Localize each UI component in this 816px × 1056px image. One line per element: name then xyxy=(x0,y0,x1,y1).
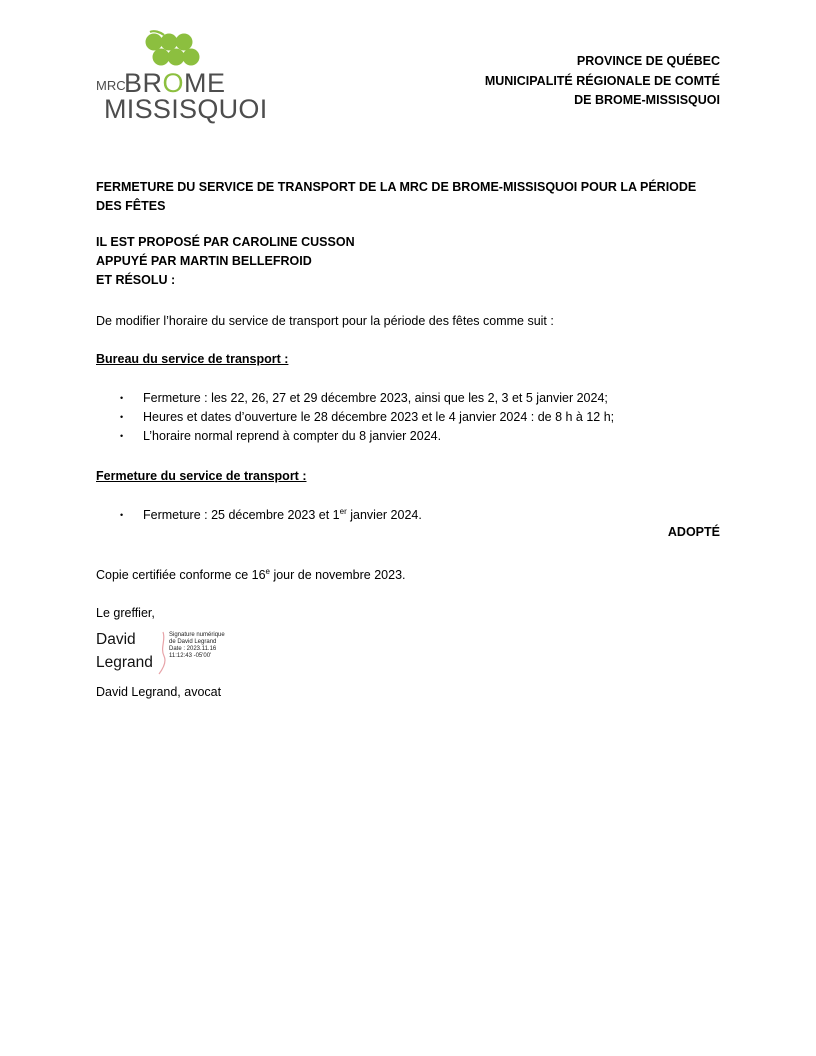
section-closure-heading: Fermeture du service de transport : xyxy=(96,469,307,483)
resolved-label: ET RÉSOLU : xyxy=(96,273,176,287)
header-line-1: PROVINCE DE QUÉBEC xyxy=(576,54,720,68)
bullet-icon: • xyxy=(120,510,124,520)
bullet-icon: • xyxy=(120,393,124,403)
list-item: • Fermeture : 25 décembre 2023 et 1er janvier 2024. xyxy=(96,506,422,525)
section-office-heading: Bureau du service de transport : xyxy=(96,352,289,366)
signature-last-name: Legrand xyxy=(96,654,153,671)
resolution-block xyxy=(96,233,355,290)
mrc-logo xyxy=(94,30,268,126)
list-item: • Heures et dates d’ouverture le 28 décembre 2023 et le 4 janvier 2024 : de 8 h à 12 h; xyxy=(96,408,614,427)
signature-first-name: David xyxy=(96,631,136,648)
certified-copy: Copie certifiée conforme ce 16e jour de novembre 2023. xyxy=(96,566,406,582)
list-item: • L’horaire normal reprend à compter du 8 janvier 2024. xyxy=(96,427,614,446)
digital-signature xyxy=(96,628,246,676)
clerk-label: Le greffier, xyxy=(96,606,155,620)
logo-prefix: MRC xyxy=(96,78,126,93)
list-item: • Fermeture : les 22, 26, 27 et 29 décembre 2023, ainsi que les 2, 3 et 5 janvier 2024; xyxy=(96,389,614,408)
adopted-label: ADOPTÉ xyxy=(667,525,720,539)
resolution-title: FERMETURE DU SERVICE DE TRANSPORT DE LA MRC DE BROME-MISSISQUOI POUR LA PÉRIODE DES FÊTES xyxy=(96,180,697,213)
header-line-3: DE BROME-MISSISQUOI xyxy=(574,93,720,107)
logo-line2: MISSISQUOI xyxy=(104,94,268,124)
bullet-icon: • xyxy=(120,431,124,441)
section-office-list xyxy=(96,389,614,446)
section-closure-list xyxy=(96,506,422,525)
bullet-icon: • xyxy=(120,412,124,422)
intro-paragraph: De modifier l’horaire du service de transport pour la période des fêtes comme suit : xyxy=(96,314,554,328)
logo-line1: BROME xyxy=(124,68,226,98)
header-line-2: MUNICIPALITÉ RÉGIONALE DE COMTÉ xyxy=(484,73,720,88)
signer-name: David Legrand, avocat xyxy=(96,685,222,699)
signature-details: Signature numérique de David Legrand Date : 2023.11.16 11:12:43 -05'00' xyxy=(169,632,225,659)
seconded-by: APPUYÉ PAR MARTIN BELLEFROID xyxy=(96,254,312,268)
signature-stroke-icon xyxy=(156,628,170,676)
document-header xyxy=(485,52,720,111)
proposed-by: IL EST PROPOSÉ PAR CAROLINE CUSSON xyxy=(96,235,355,249)
